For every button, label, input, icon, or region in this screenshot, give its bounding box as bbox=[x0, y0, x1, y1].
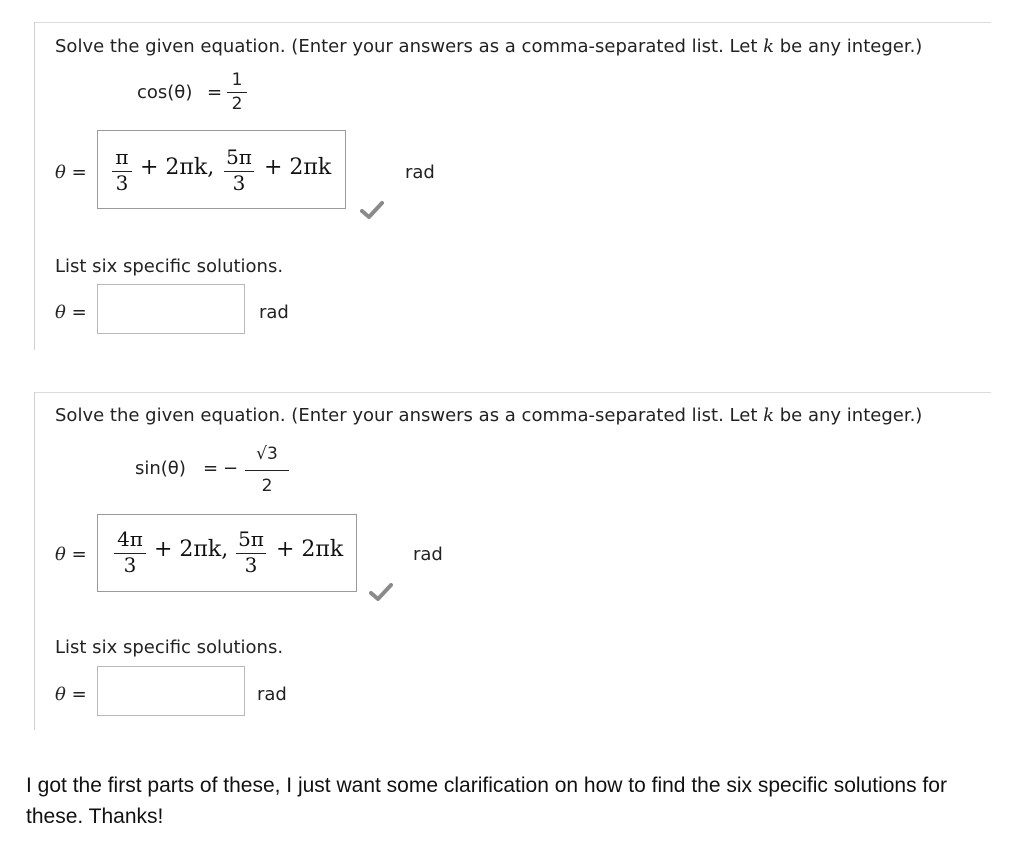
instruction-text-end: be any integer.) bbox=[774, 36, 923, 57]
panel-divider bbox=[35, 392, 991, 393]
rhs-numerator: 1 bbox=[231, 70, 243, 90]
unit-label: rad bbox=[405, 162, 435, 183]
rhs-numerator: √3 bbox=[256, 444, 278, 464]
unit-label: rad bbox=[257, 684, 287, 705]
equals-sign: = bbox=[203, 458, 219, 479]
question-comment: I got the first parts of these, I just want some clarification on how to find the six specific solutions for these. Thanks! bbox=[26, 774, 947, 828]
instruction-text: Solve the given equation. (Enter your answers as a comma-separated list. Let bbox=[55, 405, 764, 426]
answer-term2: + 2πk bbox=[264, 155, 332, 180]
fraction-bar bbox=[227, 92, 247, 93]
general-solution-answer[interactable] bbox=[97, 514, 357, 592]
instruction-text-end: be any integer.) bbox=[774, 405, 923, 426]
theta-label: θ = bbox=[55, 544, 87, 565]
instruction-variable: k bbox=[763, 405, 775, 426]
answer-frac1-denominator: 3 bbox=[123, 553, 137, 577]
unit-label: rad bbox=[259, 302, 289, 323]
answer-frac2-denominator: 3 bbox=[232, 171, 246, 195]
problem-instruction bbox=[55, 36, 922, 57]
equals-sign: = bbox=[207, 82, 223, 103]
theta-symbol: θ bbox=[55, 162, 66, 183]
specific-solutions-input[interactable] bbox=[97, 666, 245, 716]
instruction-variable: k bbox=[763, 36, 775, 57]
theta-label: θ = bbox=[55, 302, 87, 323]
problem-1 bbox=[34, 22, 991, 350]
subprompt-text: List six specific solutions. bbox=[55, 637, 284, 658]
problem-2 bbox=[34, 392, 991, 730]
rhs-denominator: 2 bbox=[261, 476, 273, 496]
problem-instruction bbox=[55, 405, 922, 426]
rhs-denominator: 2 bbox=[231, 94, 243, 114]
theta-symbol: θ bbox=[55, 544, 66, 565]
general-solution-answer[interactable] bbox=[97, 130, 346, 209]
theta-symbol: θ bbox=[55, 684, 66, 705]
theta-label: θ = bbox=[55, 162, 87, 183]
equation-lhs: sin(θ) bbox=[135, 458, 186, 479]
equation-lhs: cos(θ) bbox=[137, 82, 193, 103]
equation-sign: − bbox=[223, 458, 239, 479]
answer-frac2-denominator: 3 bbox=[244, 553, 258, 577]
answer-frac2-numerator: 5π bbox=[238, 527, 264, 551]
answer-frac1-numerator: 4π bbox=[117, 527, 143, 551]
fraction-bar bbox=[245, 470, 289, 471]
answer-frac2-numerator: 5π bbox=[226, 145, 252, 169]
answer-term1: + 2πk, bbox=[140, 155, 215, 180]
answer-term2: + 2πk bbox=[276, 537, 344, 562]
answer-frac1-denominator: 3 bbox=[115, 171, 129, 195]
specific-solutions-input[interactable] bbox=[97, 284, 245, 334]
answer-term1: + 2πk, bbox=[154, 537, 229, 562]
theta-symbol: θ bbox=[55, 302, 66, 323]
checkmark-icon bbox=[369, 582, 393, 602]
theta-label: θ = bbox=[55, 684, 87, 705]
subprompt-text: List six specific solutions. bbox=[55, 256, 284, 277]
checkmark-icon bbox=[360, 200, 384, 220]
unit-label: rad bbox=[413, 544, 443, 565]
answer-frac1-numerator: π bbox=[115, 145, 129, 169]
instruction-text: Solve the given equation. (Enter your answers as a comma-separated list. Let bbox=[55, 36, 764, 57]
panel-divider bbox=[35, 22, 991, 23]
